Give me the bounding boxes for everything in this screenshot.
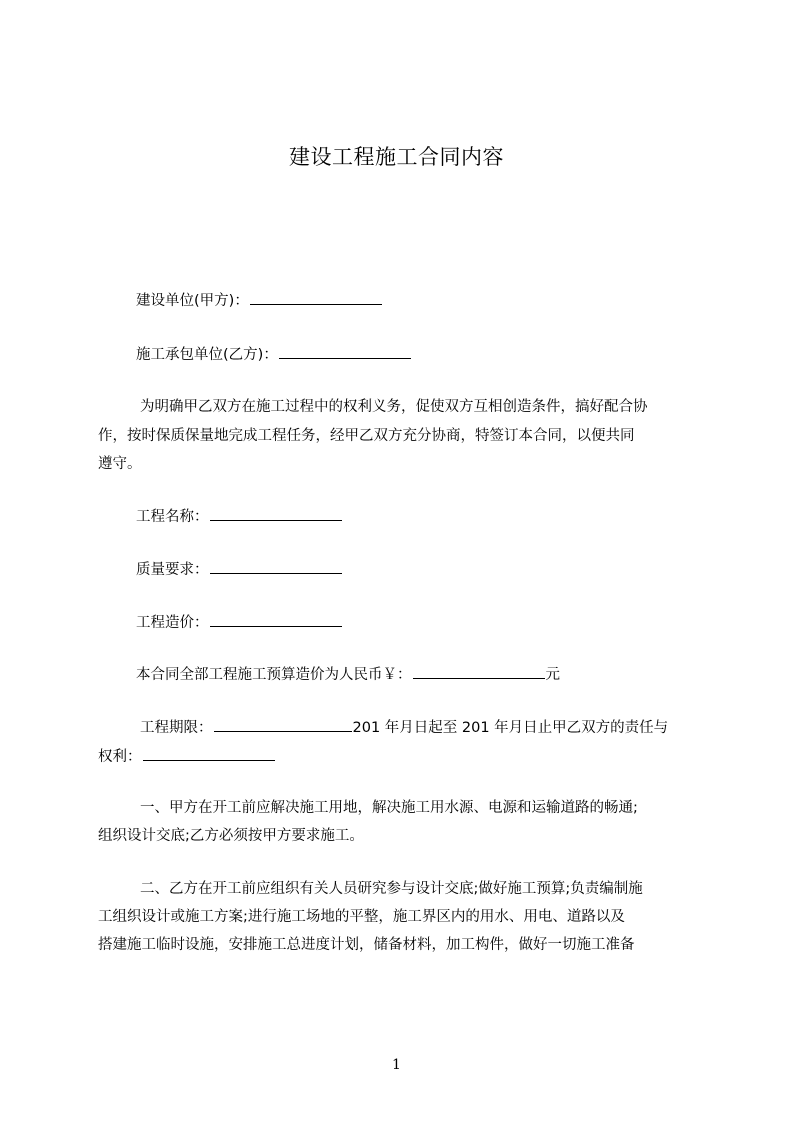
rights-label: 权利： bbox=[98, 749, 142, 765]
clause2-line-1: 二、乙方在开工前应组织有关人员研究参与设计交底;做好施工预算;负责编制施 bbox=[140, 881, 643, 897]
intro-line-3: 遵守。 bbox=[98, 456, 142, 472]
party-b-line bbox=[136, 344, 412, 365]
cost-blank bbox=[210, 612, 342, 627]
period-line bbox=[140, 717, 668, 738]
project-name-label: 工程名称： bbox=[136, 509, 209, 525]
project-name-line bbox=[136, 506, 343, 527]
intro-line-2: 作，按时保质保量地完成工程任务，经甲乙双方充分协商，特签订本合同，以便共同 bbox=[98, 428, 635, 444]
period-blank bbox=[214, 717, 352, 732]
rights-blank bbox=[143, 746, 275, 761]
clause2-line-3: 搭建施工临时设施，安排施工总进度计划，储备材料，加工构件，做好一切施工准备 bbox=[98, 937, 635, 953]
party-b-blank bbox=[279, 344, 411, 359]
party-a-line bbox=[136, 290, 383, 311]
party-a-label: 建设单位(甲方)： bbox=[136, 293, 249, 309]
clause1-line-2: 组织设计交底;乙方必须按甲方要求施工。 bbox=[98, 828, 364, 844]
budget-unit: 元 bbox=[545, 667, 560, 683]
document-title: 建设工程施工合同内容 bbox=[289, 145, 504, 169]
budget-line bbox=[136, 664, 560, 685]
party-a-blank bbox=[250, 290, 382, 305]
quality-label: 质量要求： bbox=[136, 562, 209, 578]
quality-blank bbox=[210, 559, 342, 574]
clause1-line-1: 一、甲方在开工前应解决施工用地，解决施工用水源、电源和运输道路的畅通; bbox=[140, 800, 638, 816]
cost-label: 工程造价： bbox=[136, 615, 209, 631]
project-name-blank bbox=[210, 506, 342, 521]
intro-line-1: 为明确甲乙双方在施工过程中的权利义务，促使双方互相创造条件，搞好配合协 bbox=[140, 399, 648, 415]
party-b-label: 施工承包单位(乙方)： bbox=[136, 347, 278, 363]
clause2-line-2: 工组织设计或施工方案;进行施工场地的平整，施工界区内的用水、用电、道路以及 bbox=[98, 909, 625, 925]
page-number: 1 bbox=[392, 1057, 401, 1073]
period-label: 工程期限： bbox=[140, 720, 213, 736]
quality-line bbox=[136, 559, 343, 580]
cost-line bbox=[136, 612, 343, 633]
budget-blank bbox=[413, 664, 545, 679]
budget-label: 本合同全部工程施工预算造价为人民币￥： bbox=[136, 667, 412, 683]
rights-line bbox=[98, 746, 276, 767]
period-text: 201 年月日起至 201 年月日止甲乙双方的责任与 bbox=[352, 720, 669, 736]
